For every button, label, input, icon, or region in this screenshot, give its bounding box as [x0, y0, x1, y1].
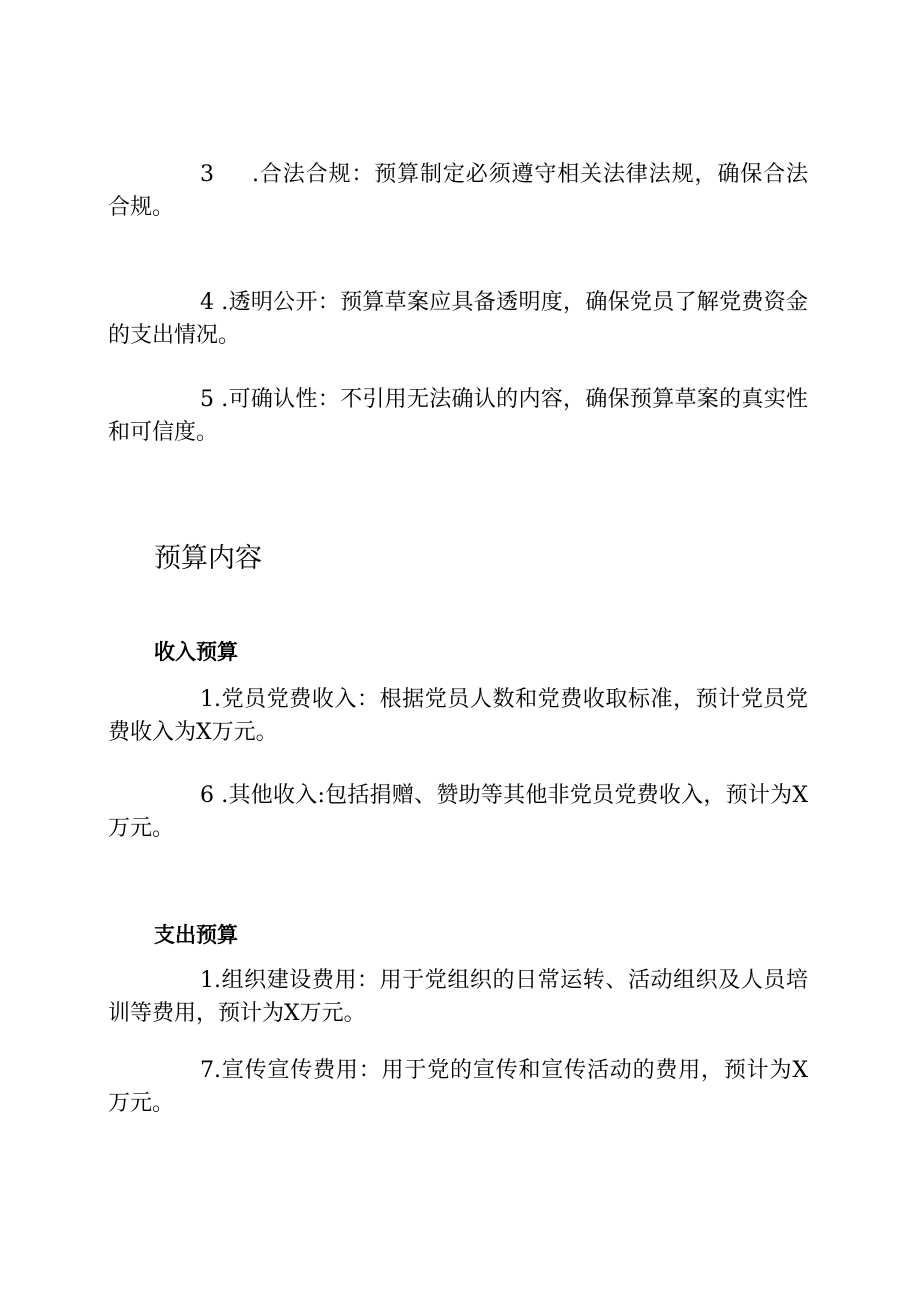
item-text: .党员党费收入：根据党员人数和党费收取标准，预计党员党费收入为X万元。	[108, 687, 808, 745]
item-number: 6	[200, 783, 214, 808]
principle-item-5	[108, 383, 808, 449]
item-number: 5	[200, 387, 214, 412]
item-text: .宣传宣传费用：用于党的宣传和宣传活动的费用，预计为X万元。	[108, 1058, 808, 1116]
item-number: 1	[200, 687, 214, 712]
section-title: 预算内容	[154, 543, 262, 574]
item-text: .透明公开：预算草案应具备透明度，确保党员了解党费资金的支出情况。	[108, 290, 808, 348]
expense-item-1	[108, 964, 808, 1030]
item-number: 7	[200, 1058, 214, 1083]
principle-item-4	[108, 286, 808, 352]
item-text: .可确认性：不引用无法确认的内容，确保预算草案的真实性和可信度。	[108, 387, 808, 445]
principle-item-3	[108, 158, 808, 224]
expense-item-7	[108, 1054, 808, 1120]
item-number: 4	[200, 290, 214, 315]
item-text: .组织建设费用：用于党组织的日常运转、活动组织及人员培训等费用，预计为X万元。	[108, 968, 808, 1026]
income-item-6	[108, 779, 808, 845]
item-number: 1	[200, 968, 214, 993]
income-item-1	[108, 683, 808, 749]
item-number: 3	[200, 162, 214, 187]
income-title: 收入预算	[154, 640, 238, 664]
item-text: .合法合规：预算制定必须遵守相关法律法规，确保合法合规。	[108, 162, 808, 220]
expense-title: 支出预算	[154, 923, 238, 947]
item-text: .其他收入:包括捐赠、赞助等其他非党员党费收入，预计为X万元。	[108, 783, 808, 841]
